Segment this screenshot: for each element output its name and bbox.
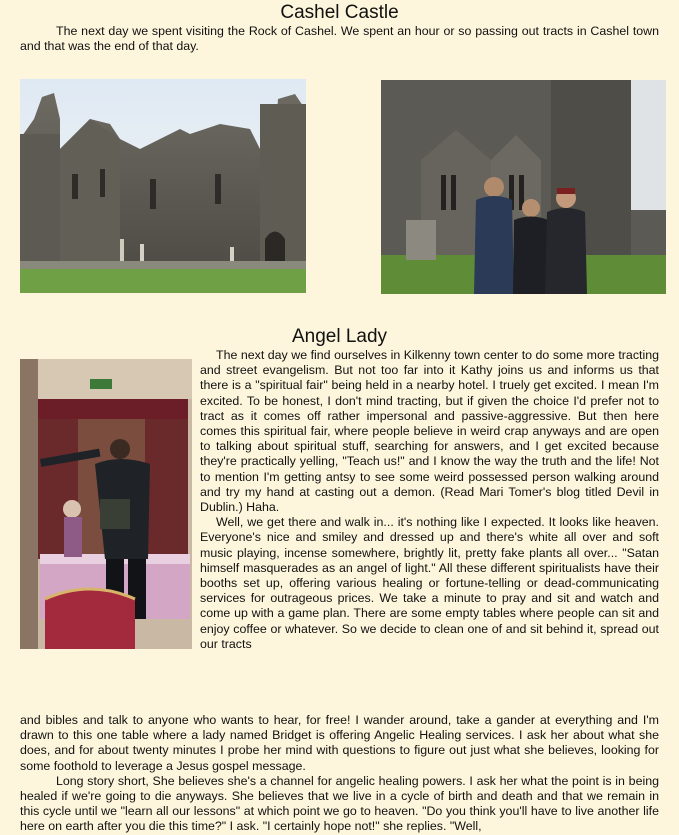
cashel-paragraph xyxy=(20,24,659,54)
cashel-castle-title: Cashel Castle xyxy=(280,2,399,23)
cashel-paragraph-text: The next day we spent visiting the Rock of Cashel. We spent an hour or so passing out tracts in Cashel town and that was the end of that day. xyxy=(20,24,659,54)
spiritual-fair-booth-photo xyxy=(20,359,192,649)
angel-paragraph-1-text: The next day we find ourselves in Kilkenny town center to do some more tracting and street evangelism. But not too far into it Kathy joins us and informs us that there is a "spiritual fair" being held in a nearby hotel. I truely get excited. I mean I'm excited. To be honest, I don't mind tracting, but if given the choice I'd prefer not to tract as it comes off rather impersonal and passive-aggressive. But then here comes this spiritual fair, where people believe in weird crap anyways and are open to talking about spiritual stuff, searching for answers, and I get excited because they're practically yelling, "Teach us!" and I know the way the truth and the life! Not to mention I'm getting antsy to see some weird possessed person walking around and try my hand at casting out a demon. (Read Mari Tomer's blog titled Devil in Dublin.) Haha. xyxy=(200,348,659,515)
angel-paragraph-2-side xyxy=(200,515,659,652)
angel-lady-side-column xyxy=(200,348,659,652)
rock-of-cashel-ruins-photo xyxy=(20,79,306,293)
angel-paragraph-2-full: and bibles and talk to anyone who wants to hear, for free! I wander around, take a gander at everything and I'm drawn to this one table where a lady named Bridget is offering Angelic Healing services. I ask her about what she does, and for about twenty minutes I probe her mind with questions to figure out just what she believes, looking for some foothold to leverage a Jesus gospel message. xyxy=(20,713,659,773)
angel-lady-title: Angel Lady xyxy=(291,326,388,347)
angel-full-width-text xyxy=(20,713,659,835)
angel-paragraph-3 xyxy=(20,774,659,835)
angel-paragraph-2-side-text: Well, we get there and walk in... it's nothing like I expected. It looks like heaven. Everyone's nice and smiley and dressed up and there's white all over and soft music playing, incense somewhere, brightly lit, pretty fake plants all over... "Satan himself masquerades as an angel of light." All these different spiritualists have their booths set up, offering various healing or fortune-telling or dead-communicating services for outrageous prices. We take a minute to pray and sit and watch and come up with a game plan. There are some empty tables where people can sit and enjoy coffee or whatever. So we decide to clean one of and sit behind it, spread out our tracts xyxy=(200,515,659,651)
angel-paragraph-1 xyxy=(200,348,659,515)
angel-paragraph-3-text: Long story short, She believes she's a channel for angelic healing powers. I ask her what the point is in being healed if we're going to die anyways. She believes that we live in a cycle of birth and death and that we remain in this cycle until we "learn all our lessons" at which point we go to heaven. "Do you think you'll have to live another life here on earth after you die this time?" I ask. "I certainly hope not!" she replies. "Well, xyxy=(20,773,659,834)
three-men-at-cashel-photo xyxy=(381,80,666,294)
